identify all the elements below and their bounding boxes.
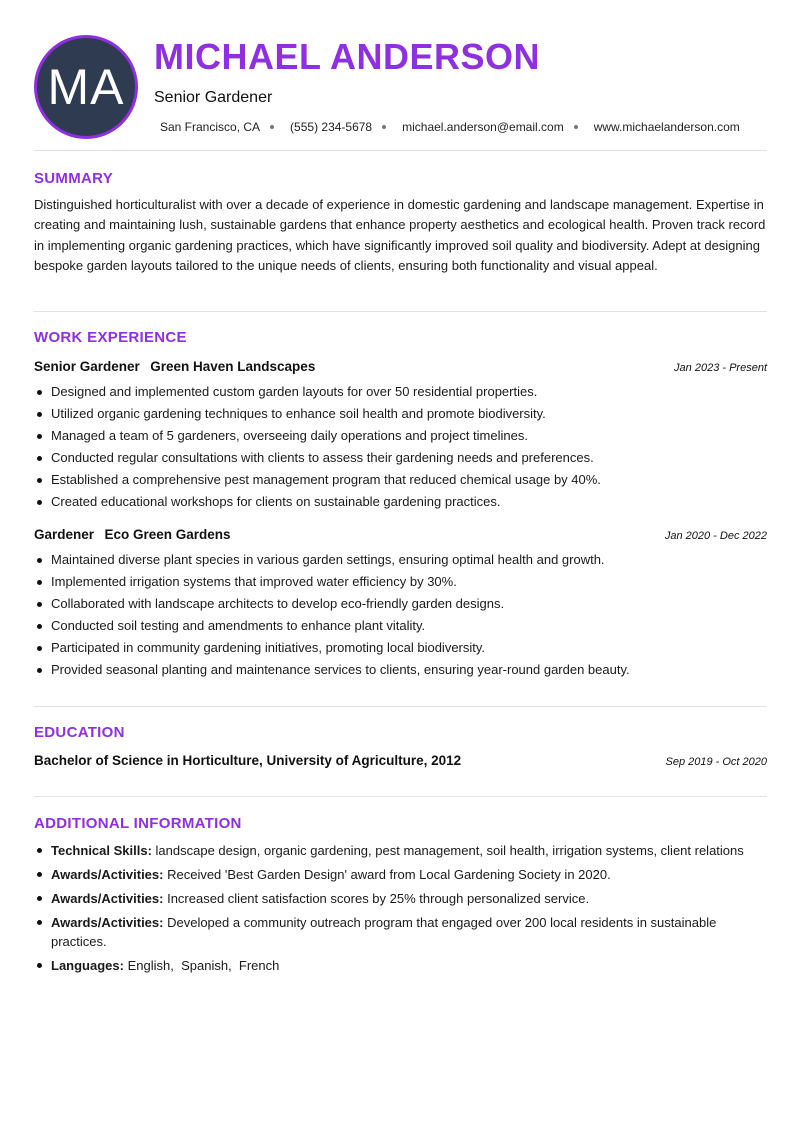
item-label: Technical Skills: — [51, 843, 152, 858]
additional-info-item — [34, 865, 769, 884]
education-entry — [34, 753, 767, 768]
language: English — [127, 958, 171, 973]
contact-phone: (555) 234-5678 — [290, 120, 373, 134]
education-heading: EDUCATION — [34, 724, 125, 741]
job-role: Gardener — [34, 527, 95, 542]
contact-location: San Francisco, CA — [160, 120, 261, 134]
job-company: Eco Green Gardens — [104, 527, 231, 542]
job-role: Senior Gardener — [34, 359, 140, 374]
job-bullet: Collaborated with landscape architects to develop eco-friendly garden designs. — [34, 593, 769, 615]
education-degree: Bachelor of Science in Horticulture, University of Agriculture, 2012 — [34, 753, 462, 768]
job-bullet-list — [34, 549, 769, 681]
avatar-initials: MA — [47, 59, 125, 115]
job-header — [34, 358, 767, 376]
separator-dot — [270, 125, 274, 129]
item-text: landscape design, organic gardening, pest management, soil health, irrigation systems, client relations — [155, 843, 744, 858]
item-label: Awards/Activities: — [51, 891, 164, 906]
section-divider — [34, 311, 767, 312]
job-bullet-list — [34, 381, 769, 513]
language: , French — [228, 958, 279, 973]
item-label: Awards/Activities: — [51, 867, 164, 882]
additional-info-item — [34, 913, 769, 951]
languages-item — [34, 956, 769, 975]
candidate-title: Senior Gardener — [154, 89, 273, 106]
job-bullet: Established a comprehensive pest management program that reduced chemical usage by 40%. — [34, 469, 769, 491]
avatar — [34, 35, 138, 139]
summary-heading: SUMMARY — [34, 170, 114, 187]
job-company: Green Haven Landscapes — [150, 359, 316, 374]
work-experience-heading: WORK EXPERIENCE — [34, 329, 187, 346]
candidate-name: MICHAEL ANDERSON — [154, 36, 541, 77]
language: , Spanish — [170, 958, 228, 973]
item-text: Increased client satisfaction scores by 25% through personalized service. — [167, 891, 590, 906]
item-label: Awards/Activities: — [51, 915, 164, 930]
job-bullet: Designed and implemented custom garden layouts for over 50 residential properties. — [34, 381, 769, 403]
summary-text: Distinguished horticulturalist with over a decade of experience in domestic gardening and landscape management. Expertise in creating and maintaining lush, sustainable gardens that enhance property aesthetics and ecological health. Proven track record in implementing organic gardening practices, which have significantly improved soil quality and biodiversity. Adept at designing bespoke garden layouts tailored to the unique needs of clients, ensuring both functionality and visual appeal. — [34, 197, 766, 274]
section-divider — [34, 706, 767, 707]
contact-website[interactable]: www.michaelanderson.com — [593, 120, 740, 134]
additional-info-item — [34, 889, 769, 908]
job-bullet: Utilized organic gardening techniques to enhance soil health and promote biodiversity. — [34, 403, 769, 425]
separator-dot — [574, 125, 578, 129]
separator-dot — [382, 125, 386, 129]
job-bullet: Managed a team of 5 gardeners, overseeing daily operations and project timelines. — [34, 425, 769, 447]
job-bullet: Implemented irrigation systems that improved water efficiency by 30%. — [34, 571, 769, 593]
item-text: Received 'Best Garden Design' award from Local Gardening Society in 2020. — [167, 867, 611, 882]
item-text: Developed a community outreach program that engaged over 200 local residents in sustainable practices. — [51, 915, 717, 949]
additional-info-list — [34, 841, 769, 980]
section-divider — [34, 796, 767, 797]
job-bullet: Maintained diverse plant species in various garden settings, ensuring optimal health and growth. — [34, 549, 769, 571]
job-dates: Jan 2023 - Present — [674, 362, 767, 374]
job-dates: Jan 2020 - Dec 2022 — [664, 530, 767, 542]
additional-info-item — [34, 841, 769, 860]
contact-bar — [160, 120, 740, 134]
languages-label: Languages: — [51, 958, 124, 973]
job-bullet: Conducted regular consultations with clients to assess their gardening needs and preferences. — [34, 447, 769, 469]
job-bullet: Conducted soil testing and amendments to enhance plant vitality. — [34, 615, 769, 637]
job-bullet: Provided seasonal planting and maintenance services to clients, ensuring year-round garden beauty. — [34, 659, 769, 681]
job-bullet: Participated in community gardening initiatives, promoting local biodiversity. — [34, 637, 769, 659]
education-dates: Sep 2019 - Oct 2020 — [665, 756, 767, 768]
contact-email[interactable]: michael.anderson@email.com — [402, 120, 564, 134]
section-divider — [34, 150, 767, 151]
job-header — [34, 526, 767, 544]
additional-info-heading: ADDITIONAL INFORMATION — [34, 815, 242, 832]
job-bullet: Created educational workshops for clients on sustainable gardening practices. — [34, 491, 769, 513]
